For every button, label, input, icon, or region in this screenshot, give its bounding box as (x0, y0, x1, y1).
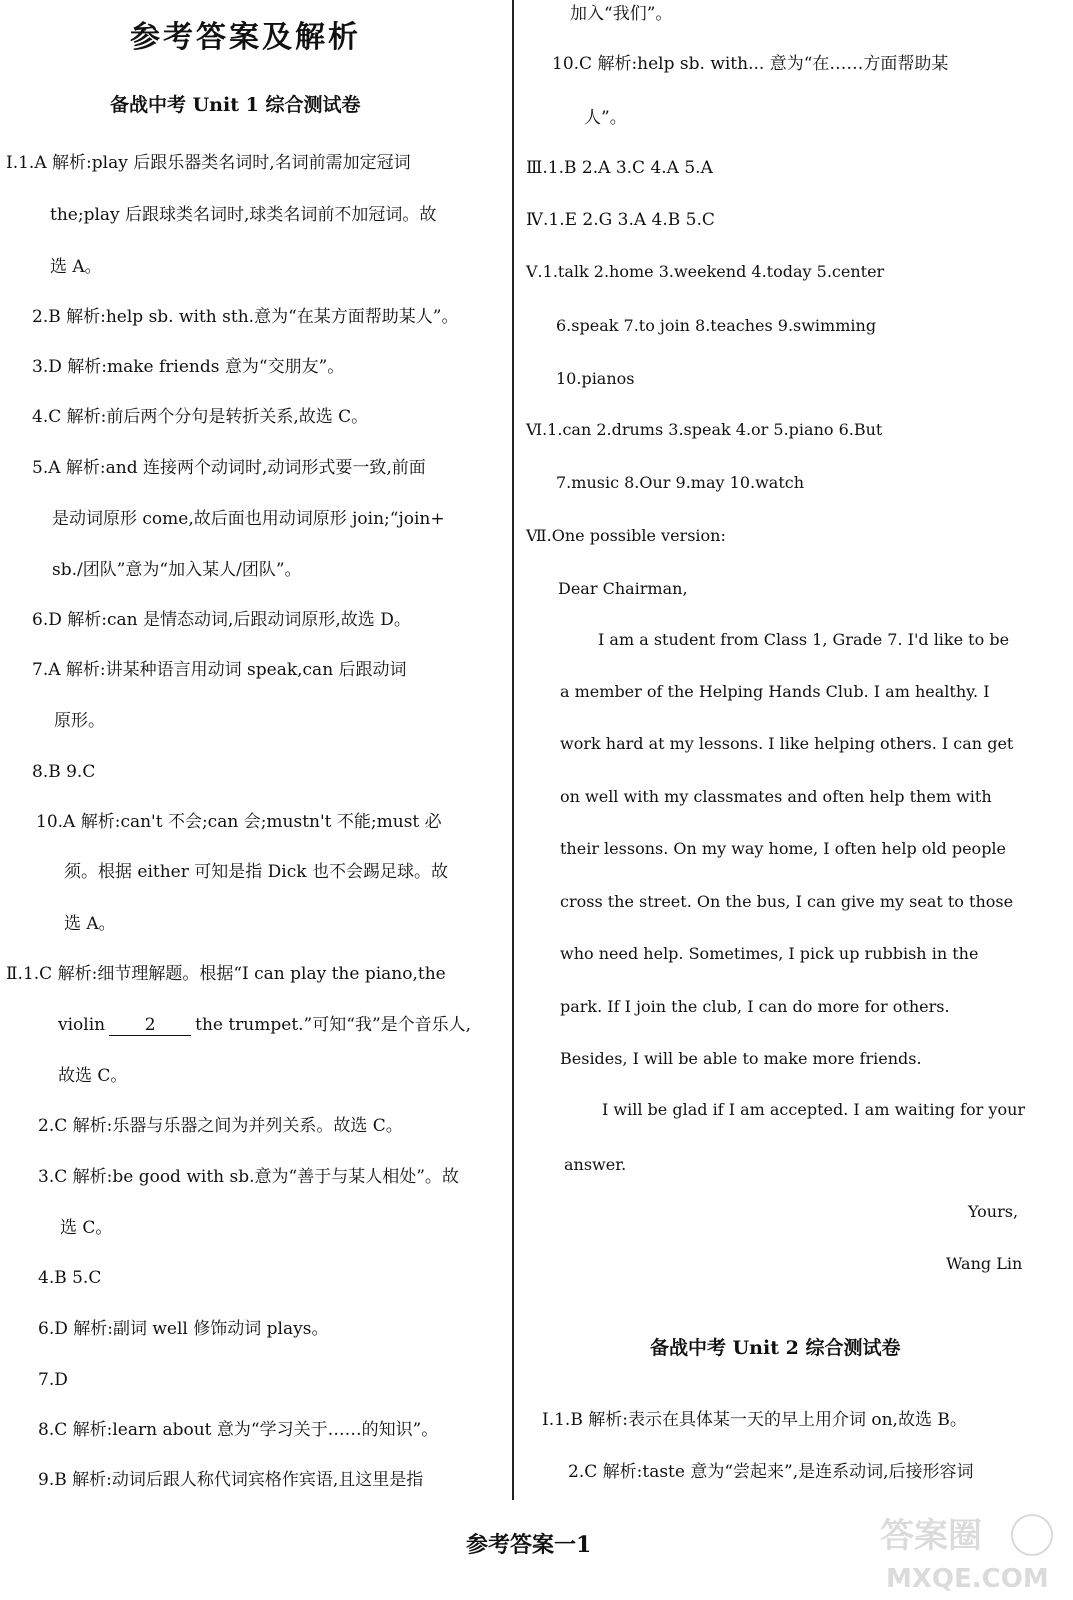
letter-line: Besides, I will be able to make more friends. (560, 1049, 922, 1068)
letter-line: I am a student from Class 1, Grade 7. I'd like to be (598, 630, 1010, 649)
answer-line: 7.music 8.Our 9.may 10.watch (556, 473, 805, 492)
answer-line: 8.B 9.C (32, 762, 96, 782)
letter-line: work hard at my lessons. I like helping others. I can get (560, 734, 1014, 753)
letter-line: on well with my classmates and often help them with (560, 787, 992, 806)
watermark-logo-icon (876, 1505, 1066, 1595)
answer-line: 2.C 解析:taste 意为“尝起来”,是连系动词,后接形容词 (568, 1462, 974, 1482)
answer-line: 2.B 解析:help sb. with sth.意为“在某方面帮助某人”。 (32, 307, 459, 327)
answer-line: 原形。 (54, 711, 105, 731)
answer-line: 5.A 解析:and 连接两个动词时,动词形式要一致,前面 (32, 458, 426, 478)
watermark-top-text: 答案圈 (880, 1516, 982, 1556)
answer-line: 7.D (38, 1370, 68, 1390)
watermark-bottom-text: MXQE.COM (886, 1564, 1049, 1594)
answer-blank: 2 (109, 1015, 191, 1036)
answer-line: 选 A。 (50, 257, 102, 277)
answer-line: Ⅰ.1.B 解析:表示在具体某一天的早上用介词 on,故选 B。 (542, 1410, 967, 1430)
letter-closing: Yours, (968, 1202, 1019, 1221)
page-footer: 参考答案一1 (466, 1532, 592, 1558)
answer-line: Ⅳ.1.E 2.G 3.A 4.B 5.C (526, 210, 715, 230)
answer-line: 7.A 解析:讲某种语言用动词 speak,can 后跟动词 (32, 660, 407, 680)
answer-line: 4.C 解析:前后两个分句是转折关系,故选 C。 (32, 407, 369, 427)
violin-text: violin (58, 1015, 106, 1035)
answer-line: Ⅴ.1.talk 2.home 3.weekend 4.today 5.center (526, 262, 885, 281)
letter-line: park. If I join the club, I can do more for others. (560, 997, 950, 1016)
letter-line: answer. (564, 1155, 627, 1174)
letter-line: cross the street. On the bus, I can give my seat to those (560, 892, 1014, 911)
answer-line: 故选 C。 (58, 1066, 128, 1086)
answer-line: Ⅲ.1.B 2.A 3.C 4.A 5.A (526, 158, 713, 178)
trumpet-text: the trumpet.”可知“我”是个音乐人, (195, 1015, 472, 1035)
unit1-title: 备战中考 Unit 1 综合测试卷 (110, 94, 361, 116)
answer-line: 8.C 解析:learn about 意为“学习关于……的知识”。 (38, 1420, 439, 1440)
answer-line: 3.C 解析:be good with sb.意为“善于与某人相处”。故 (38, 1167, 459, 1187)
page-title: 参考答案及解析 (130, 20, 361, 55)
letter-line: who need help. Sometimes, I pick up rubbish in the (560, 944, 979, 963)
answer-line: 3.D 解析:make friends 意为“交朋友”。 (32, 357, 345, 377)
answer-line: 人”。 (584, 108, 627, 128)
answer-line: 是动词原形 come,故后面也用动词原形 join;“join+ (52, 509, 445, 529)
letter-greeting: Dear Chairman, (558, 579, 688, 598)
letter-signature: Wang Lin (946, 1254, 1023, 1273)
answer-line: 6.speak 7.to join 8.teaches 9.swimming (556, 316, 877, 335)
answer-line: 9.B 解析:动词后跟人称代词宾格作宾语,且这里是指 (38, 1470, 424, 1490)
answer-line: sb./团队”意为“加入某人/团队”。 (52, 560, 302, 580)
answer-line-with-blank (58, 1013, 471, 1037)
answer-line: Ⅱ.1.C 解析:细节理解题。根据“I can play the piano,the (6, 964, 446, 984)
answer-line: Ⅵ.1.can 2.drums 3.speak 4.or 5.piano 6.But (526, 420, 883, 439)
answer-line: 10.C 解析:help sb. with... 意为“在……方面帮助某 (552, 54, 949, 74)
answer-line: Ⅰ.1.A 解析:play 后跟乐器类名词时,名词前需加定冠词 (6, 153, 411, 173)
answer-line: Ⅶ.One possible version: (526, 526, 726, 545)
answer-line: 6.D 解析:副词 well 修饰动词 plays。 (38, 1319, 329, 1339)
answer-line: 2.C 解析:乐器与乐器之间为并列关系。故选 C。 (38, 1116, 403, 1136)
answer-line: 10.A 解析:can't 不会;can 会;mustn't 不能;must 必 (36, 812, 442, 832)
answer-line: 选 A。 (64, 914, 116, 934)
column-divider (512, 0, 514, 1500)
answer-line: 4.B 5.C (38, 1268, 102, 1288)
answer-line: 6.D 解析:can 是情态动词,后跟动词原形,故选 D。 (32, 610, 411, 630)
letter-line: I will be glad if I am accepted. I am waiting for your (602, 1100, 1026, 1119)
answer-line: 加入“我们”。 (570, 4, 673, 24)
unit2-title: 备战中考 Unit 2 综合测试卷 (650, 1337, 901, 1359)
answer-line: the;play 后跟球类名词时,球类名词前不加冠词。故 (50, 205, 437, 225)
letter-line: a member of the Helping Hands Club. I am healthy. I (560, 682, 990, 701)
answer-line: 须。根据 either 可知是指 Dick 也不会踢足球。故 (64, 862, 448, 882)
answer-line: 选 C。 (60, 1218, 113, 1238)
answer-line: 10.pianos (556, 369, 635, 388)
letter-line: their lessons. On my way home, I often help old people (560, 839, 1007, 858)
